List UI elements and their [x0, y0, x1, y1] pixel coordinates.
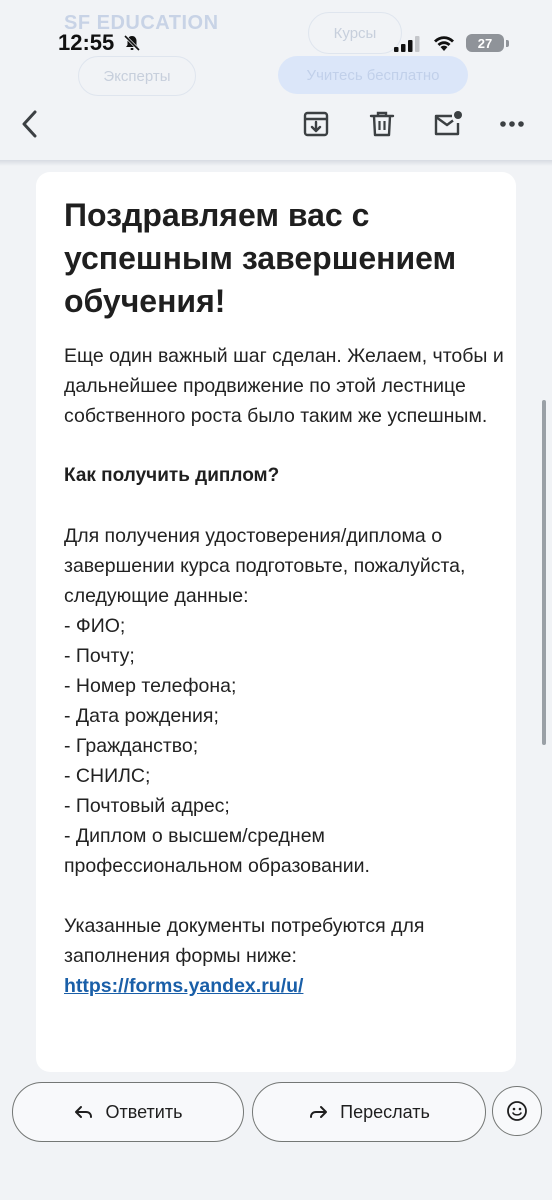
forward-icon	[308, 1104, 328, 1120]
diploma-subheading: Как получить диплом?	[64, 465, 280, 486]
clock: 12:55	[58, 30, 115, 55]
list-item: - Диплом о высшем/среднем профессиональном образовании.	[64, 825, 370, 877]
free-learning-link: Учитесь бесплатно	[278, 56, 468, 94]
more-button[interactable]	[490, 102, 534, 146]
list-item: - ФИО;	[64, 615, 126, 637]
delete-button[interactable]	[360, 102, 404, 146]
bell-off-icon	[123, 34, 141, 57]
status-bar	[0, 0, 552, 90]
list-item: - Гражданство;	[64, 735, 199, 757]
wifi-icon	[432, 34, 456, 57]
archive-icon	[302, 110, 330, 138]
spacer	[64, 881, 504, 911]
scrollbar[interactable]	[542, 400, 546, 745]
back-arrow-icon	[18, 109, 42, 139]
trash-icon	[369, 110, 395, 138]
forward-button[interactable]	[252, 1082, 486, 1142]
sf-education-logo: SF EDUCATION	[64, 12, 219, 34]
list-item: - Дата рождения;	[64, 705, 219, 727]
email-toolbar	[0, 90, 552, 160]
emoji-reaction-button[interactable]	[492, 1086, 542, 1136]
experts-link: Эксперты	[78, 56, 196, 96]
battery-tip	[506, 40, 509, 47]
reply-icon	[74, 1104, 94, 1120]
list-item: - Номер телефона;	[64, 675, 237, 697]
courses-link: Курсы	[308, 12, 402, 54]
archive-button[interactable]	[294, 102, 338, 146]
list-item: - СНИЛС;	[64, 765, 151, 787]
list-item: - Почту;	[64, 645, 135, 667]
battery-icon: 27	[466, 34, 504, 52]
mail-unread-icon	[433, 110, 463, 138]
list-item: - Почтовый адрес;	[64, 795, 230, 817]
instructions-paragraph: Для получения удостоверения/диплома о завершении курса подготовьте, пожалуйста, следующие данные:	[64, 525, 466, 607]
email-content	[64, 194, 504, 1001]
toolbar-shadow	[0, 160, 552, 166]
cellular-signal-icon	[394, 36, 420, 57]
intro-paragraph: Еще один важный шаг сделан. Желаем, чтобы и дальнейшее продвижение по этой лестнице собственного роста было таким же успешным.	[64, 345, 504, 427]
reply-button[interactable]	[12, 1082, 244, 1142]
form-link[interactable]: https://forms.yandex.ru/u/	[64, 975, 304, 997]
footer-paragraph: Указанные документы потребуются для заполнения формы ниже:	[64, 915, 425, 967]
email-body-card	[36, 172, 516, 1072]
spacer	[64, 491, 504, 521]
email-headline: Поздравляем вас с успешным завершением обучения!	[64, 197, 457, 319]
back-button[interactable]	[8, 102, 52, 146]
reply-label: Ответить	[105, 1101, 183, 1122]
bottom-action-bar	[0, 1072, 552, 1200]
emoji-icon	[506, 1100, 528, 1122]
more-icon	[499, 120, 525, 128]
forward-label: Переслать	[340, 1101, 430, 1122]
mark-unread-button[interactable]	[426, 102, 470, 146]
required-data-list	[64, 611, 504, 881]
